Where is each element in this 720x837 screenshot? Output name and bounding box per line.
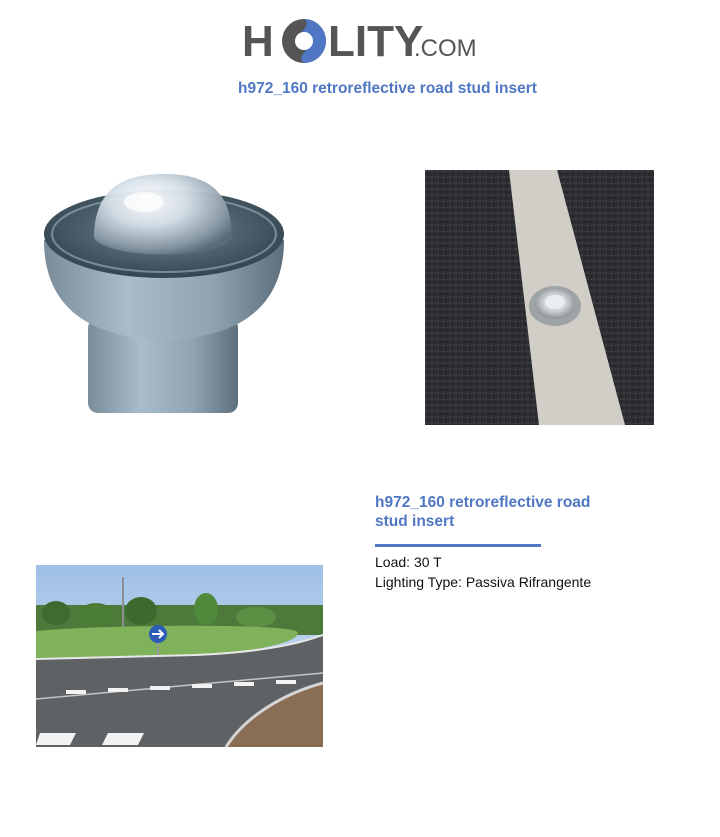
spec-load: Load: 30 T — [375, 554, 442, 570]
road-stud-on-road-line-photo — [425, 170, 654, 425]
road-stud-insert-photo — [40, 168, 288, 418]
title-divider — [375, 544, 541, 547]
spec-lighting-type: Lighting Type: Passiva Rifrangente — [375, 573, 592, 590]
logo-text-h: H — [242, 17, 274, 66]
product-info-panel — [375, 493, 635, 592]
holity-logo[interactable] — [242, 10, 482, 68]
spec-lighting-type-label: Lighting Type — [375, 573, 459, 590]
o-swirl-icon — [282, 19, 326, 63]
spec-load-label: Load — [375, 554, 407, 570]
product-title: h972_160 retroreflective road stud insert — [375, 494, 591, 530]
logo-text-lity: LITY — [328, 17, 424, 66]
roundabout-with-road-studs-photo — [36, 565, 323, 747]
spec-lighting-type-value: Passiva Rifrangente — [465, 573, 592, 590]
spec-load-value: 30 T — [413, 554, 442, 570]
page-title: h972_160 retroreflective road stud insert — [238, 80, 537, 97]
logo-domain: .COM — [414, 35, 477, 62]
